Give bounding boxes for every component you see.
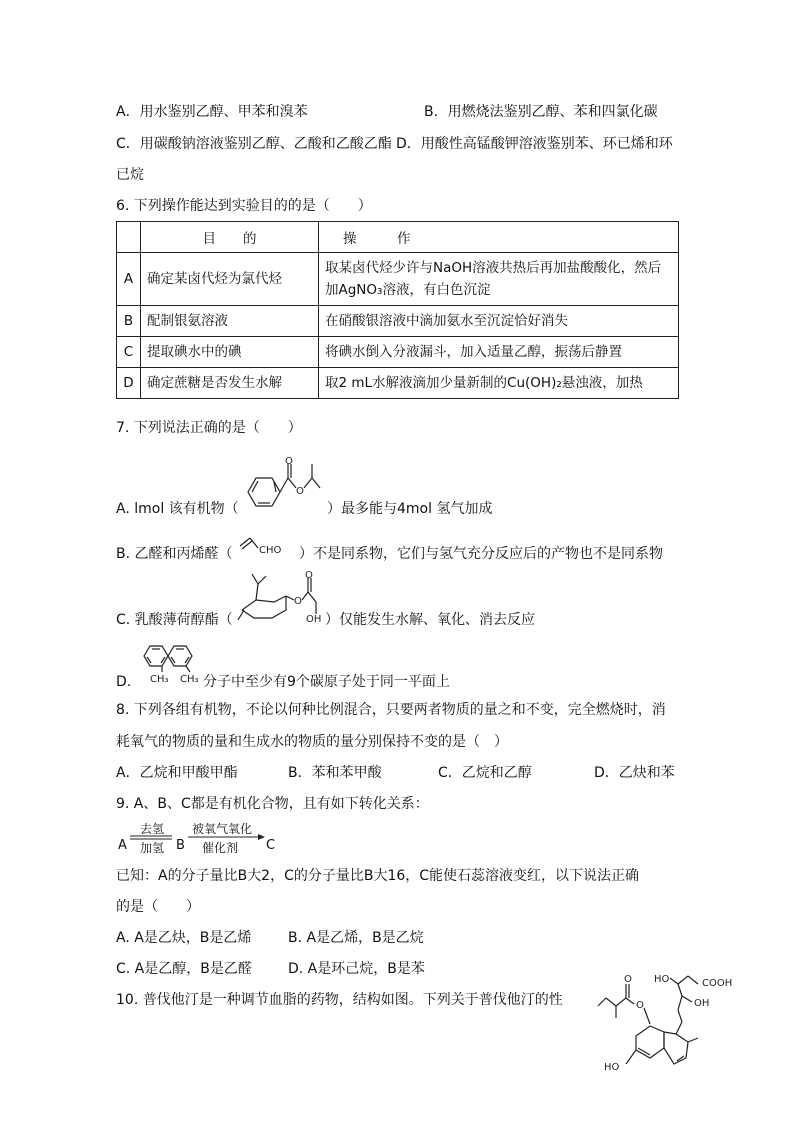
q7-option-a-prefix: A. lmol 该有机物（ [116,501,239,517]
q9-stem: 9. A、B、C都是有机化合物，且有如下转化关系： [116,796,429,812]
svg-text:O: O [285,456,293,467]
q5-option-d: D．用酸性高锰酸钾溶液鉴别苯、环已烯和环 [396,136,673,152]
table-header-goal: 目 的 [141,222,319,253]
q9-known-line1: 已知：A的分子量比B大2，C的分子量比B大16，C能使石蕊溶液变红，以下说法正确 [116,868,640,884]
arrow2-top-label: 被氧气氧化 [192,822,253,836]
q7-option-d-suffix: 分子中至少有9个碳原子处于同一平面上 [203,674,450,690]
dimethylbiphenyl-structure [138,636,206,686]
row-operation: 取2 mL水解液滴加少量新制的Cu(OH)₂悬浊液，加热 [319,368,679,399]
q5-option-a: A．用水鉴别乙醇、甲苯和溴苯 [116,104,308,120]
table-row [117,368,679,399]
oh-label: OH [306,614,322,625]
q5-option-c: C．用碳酸钠溶液鉴别乙醇、乙酸和乙酸乙酯 [116,136,392,152]
row-goal: 确定某卤代烃为氯代烃 [141,253,319,306]
row-key: D [117,368,141,399]
cooh-label: COOH [702,978,733,989]
compound-c-label: C [266,838,276,853]
q7-option-c-suffix: ）仅能发生水解、氧化、消去反应 [325,612,535,628]
q8-option-b: B．苯和苯甲酸 [288,765,382,781]
isopropyl-benzoate-structure [238,456,328,516]
q8-stem-line1: 8. 下列各组有机物，不论以何种比例混合，只要两者物质的量之和不变，完全燃烧时，消 [116,702,666,718]
q6-table [116,221,679,399]
q7-option-b-prefix: B. 乙醛和丙烯醛（ [116,546,233,562]
arrow1-bottom-label: 加氢 [140,841,165,855]
row-operation: 取某卤代烃少许与NaOH溶液共热后再加盐酸酸化，然后加AgNO₃溶液，有白色沉淀 [319,253,679,306]
arrow2-bottom-label: 催化剂 [202,841,239,855]
q5-option-b: B．用燃烧法鉴别乙醇、苯和四氯化碳 [424,104,658,120]
q7-option-c-prefix: C. 乳酸薄荷醇酯（ [116,612,233,628]
cho-label: CHO [259,545,282,556]
row-operation: 在硝酸银溶液中滴加氨水至沉淀恰好消失 [319,306,679,337]
q5-option-d-continued: 已烷 [116,167,144,183]
table-header-row [117,222,679,253]
ho-label-top: HO [654,974,670,985]
table-row [117,337,679,368]
q9-option-d: D. A是环己烷，B是苯 [288,961,425,977]
svg-text:O: O [294,596,302,607]
row-goal: 配制银氨溶液 [141,306,319,337]
acrolein-structure [236,534,296,560]
q8-option-d: D．乙炔和苯 [594,765,675,781]
q10-stem: 10. 普伐他汀是一种调节血脂的药物，结构如图。下列关于普伐他汀的性 [116,992,563,1008]
q9-option-b: B. A是乙烯，B是乙烷 [288,930,424,946]
arrow1-top-label: 去氢 [140,822,165,836]
q8-option-a: A．乙烷和甲酸甲酯 [116,765,238,781]
q9-option-a: A. A是乙炔，B是乙烯 [116,930,252,946]
pravastatin-structure [594,962,746,1086]
q7-option-b-suffix: ）不是同系物，它们与氢气充分反应后的产物也不是同系物 [299,546,663,562]
row-key: B [117,306,141,337]
ho-label-ring: HO [604,1062,620,1073]
row-key: C [117,337,141,368]
svg-text:O: O [624,974,632,985]
ch3-label-left: CH₃ [150,674,169,685]
row-key: A [117,253,141,306]
q6-stem: 6. 下列操作能达到实验目的的是（ ） [116,198,372,214]
svg-text:O: O [305,570,313,581]
table-header-key [117,222,141,253]
q8-option-c: C．乙烷和乙醇 [438,765,532,781]
q9-option-c: C. A是乙醇，B是乙醛 [116,961,252,977]
q9-conversion-scheme [116,820,276,854]
ch3-label-right: CH₃ [180,674,199,685]
compound-b-label: B [176,838,185,853]
row-goal: 提取碘水中的碘 [141,337,319,368]
svg-text:O: O [296,486,304,497]
row-goal: 确定蔗糖是否发生水解 [141,368,319,399]
menthyl-lactate-structure [234,570,326,628]
table-row [117,253,679,306]
oh-label-side: OH [694,998,710,1009]
svg-text:O: O [636,1000,644,1011]
q8-stem-line2: 耗氧气的物质的量和生成水的物质的量分别保持不变的是（ ） [116,734,508,750]
q9-known-line2: 的是（ ） [116,899,200,915]
table-row [117,306,679,337]
q7-option-a-suffix: ）最多能与4mol 氢气加成 [327,501,493,517]
row-operation: 将碘水倒入分液漏斗，加入适量乙醇，振荡后静置 [319,337,679,368]
q7-option-d-prefix: D. [116,674,132,690]
compound-a-label: A [118,838,127,853]
q7-stem: 7. 下列说法正确的是（ ） [116,420,302,436]
table-header-operation: 操 作 [319,222,679,253]
